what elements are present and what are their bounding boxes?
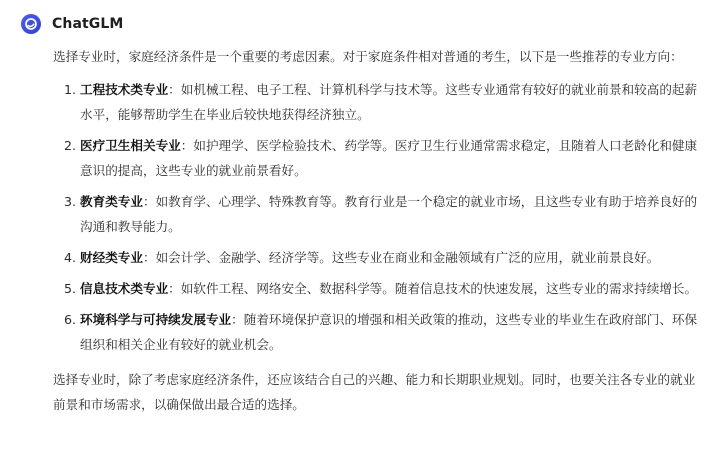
chatglm-logo-icon	[21, 14, 41, 34]
list-item	[80, 307, 713, 357]
list-item	[80, 77, 713, 127]
list-item-text: ：随着环境保护意识的增强和相关政策的推动，这些专业的毕业生在政府部门、环保组织和相关企业有较好的就业机会。	[80, 312, 698, 352]
list-item-text: ：如护理学、医学检验技术、药学等。医疗卫生行业通常需求稳定，且随着人口老龄化和健康意识的提高，这些专业的就业前景看好。	[80, 138, 698, 178]
message-intro: 选择专业时，家庭经济条件是一个重要的考虑因素。对于家庭条件相对普通的考生，以下是一些推荐的专业方向：	[53, 49, 683, 64]
list-item	[80, 276, 713, 301]
list-item-text: ：如会计学、金融学、经济学等。这些专业在商业和金融领域有广泛的应用，就业前景良好。	[142, 250, 660, 265]
list-item-text: ：如软件工程、网络安全、数据科学等。随着信息技术的快速发展，这些专业的需求持续增长。	[168, 281, 698, 296]
list-item-text: ：如机械工程、电子工程、计算机科学与技术等。这些专业通常有较好的就业前景和较高的起薪水平，能够帮助学生在毕业后较快地获得经济独立。	[80, 82, 698, 122]
list-item	[80, 133, 713, 183]
recommendation-list	[53, 77, 713, 357]
chat-header	[21, 12, 123, 36]
app-name: ChatGLM	[52, 16, 124, 32]
message-closing: 选择专业时，除了考虑家庭经济条件，还应该结合自己的兴趣、能力和长期职业规划。同时，也要关注各专业的就业前景和市场需求，以确保做出最合适的选择。	[53, 372, 696, 412]
list-item-title: 教育类专业	[80, 194, 143, 209]
list-item-title: 信息技术类专业	[80, 281, 169, 296]
list-item-title: 工程技术类专业	[80, 82, 169, 97]
chatglm-logo-glyph	[24, 17, 38, 31]
list-item	[80, 189, 713, 239]
assistant-message	[53, 44, 713, 417]
list-item-title: 医疗卫生相关专业	[80, 138, 181, 153]
list-item-title: 环境科学与可持续发展专业	[80, 312, 232, 327]
list-item	[80, 245, 713, 270]
list-item-title: 财经类专业	[80, 250, 143, 265]
list-item-text: ：如教育学、心理学、特殊教育等。教育行业是一个稳定的就业市场，且这些专业有助于培养良好的沟通和教导能力。	[80, 194, 698, 234]
